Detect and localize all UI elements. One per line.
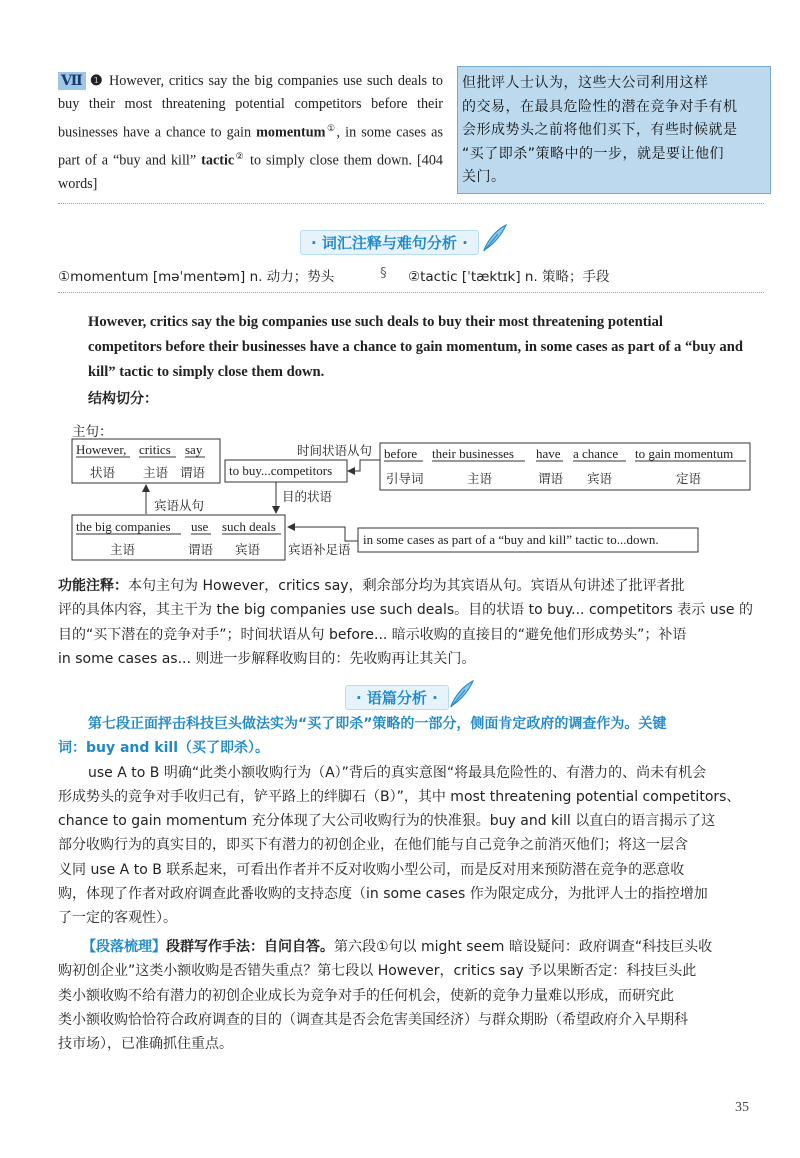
summary-bold: 段群写作手法：自问自答。: [166, 939, 334, 955]
discourse-line: 形成势头的竞争对手收归己有，铲平路上的绊脚石（B）”，其中 most threatening potential competitors、: [58, 788, 741, 805]
summary-line: 技市场），已准确抓住重点。: [58, 1036, 233, 1053]
passage-line: , in some cases as part of a “buy and kill”: [58, 124, 443, 169]
keyword-tactic: tactic: [201, 152, 235, 169]
time-clause-label: 时间状语从句: [297, 443, 373, 458]
summary-tag: 【段落梳理】: [82, 939, 166, 955]
paragraph-badge: Ⅶ: [58, 72, 86, 90]
note-line: 目的“买下潜在的竞争对手”；时间状语从句 before... 暗示收购的直接目的“避免他们形成势头”；补语: [58, 626, 687, 643]
discourse-line: chance to gain momentum 充分体现了大公司收购行为的快准狠。buy and kill 以直白的语言揭示了这: [58, 813, 716, 830]
section-title-vocab: · 词汇注释与难句分析 ·: [300, 230, 479, 255]
passage-line: However, critics say the big companies use: [109, 73, 363, 89]
vocab-tactic: ②tactic [ˈtæktɪk] n. 策略；手段: [408, 269, 610, 285]
word: a chance: [573, 446, 619, 461]
main-clause-label: 主句：: [72, 424, 113, 440]
discourse-line: 了一定的客观性）。: [58, 910, 177, 927]
discourse-line: 部分收购行为的真实目的，即买下有潜力的初创企业，在他们能与自己竞争之前消灭他们；将这一层含: [58, 837, 688, 854]
passage-line: such deals to buy their most threatening potential: [58, 73, 444, 113]
sentence-line: competitors before their businesses have a chance to gain momentum, in some cases as part of a “buy and: [88, 339, 743, 356]
role-label: 谓语: [538, 471, 564, 486]
divider: [58, 292, 764, 293]
translation-line: “买了即杀”策略中的一步，就是要让他们: [462, 145, 725, 162]
purpose-phrase: to buy...competitors: [229, 463, 333, 478]
function-note-label: 功能注释：: [58, 578, 128, 594]
sentence-line: However, critics say the big companies use such deals to buy their most threatening potential: [88, 314, 663, 330]
quill-icon: [478, 222, 510, 254]
role-label: 谓语: [180, 465, 206, 480]
discourse-heading: 词：buy and kill（买了即杀）。: [58, 740, 270, 757]
role-label: 引导词: [386, 471, 424, 486]
sentence-line: kill” tactic to simply close them down.: [88, 364, 325, 381]
discourse-heading: 第七段正面抨击科技巨头做法实为“买了即杀”策略的一部分，侧面肯定政府的调查作为。关键: [88, 716, 667, 732]
structure-label: 结构切分：: [88, 391, 158, 407]
word: critics: [139, 442, 171, 457]
section-title-discourse: · 语篇分析 ·: [345, 685, 449, 710]
translation-line: 的交易，在最具危险性的潜在竞争对手有机: [462, 98, 738, 115]
passage-line: to simply close them down. [404 words]: [58, 152, 444, 192]
discourse-analysis: [58, 712, 768, 931]
role-label: 状语: [90, 465, 116, 480]
discourse-line: 义同 use A to B 联系起来，可看出作者并不反对收购小型公司，而是反对用来预防潜在竞争的恶意收: [58, 861, 685, 878]
page-number: 35: [735, 1100, 749, 1115]
role-label: 谓语: [188, 542, 214, 557]
summary-line: 第六段①句以 might seem 暗设疑问：政府调查“科技巨头收: [334, 939, 713, 955]
discourse-line: use A to B 明确“此类小额收购行为（A）”背后的真实意图“将最具危险性的、有潜力的、尚未有机会: [88, 764, 707, 781]
complement-label: 宾语补足语: [288, 542, 351, 557]
sentence-number: ❶: [88, 73, 105, 89]
footnote-marker: ①: [325, 122, 337, 133]
quill-icon: [445, 678, 477, 710]
role-label: 宾语: [587, 471, 613, 486]
vocab-momentum: ①momentum [məˈmentəm] n. 动力；势头: [58, 269, 335, 285]
divider: [58, 203, 764, 204]
summary-line: 购初创企业”这类小额收购是否错失重点？第七段以 However，critics say 予以果断否定：科技巨头此: [58, 963, 697, 980]
translation-line: 关门。: [462, 169, 506, 185]
function-note: [58, 574, 768, 671]
purpose-label: 目的状语: [282, 489, 333, 504]
footnote-marker: ②: [234, 150, 246, 161]
role-label: 主语: [143, 465, 169, 480]
note-line: in some cases as... 则进一步解释收购目的：先收购再让其关门。: [58, 650, 476, 667]
word: However,: [76, 442, 127, 457]
passage-line: competitors before their businesses have a chance to gain: [58, 96, 443, 141]
summary-line: 类小额收购不给有潜力的初创企业成长为竞争对手的任何机会，使新的竞争力量难以形成，而研究此: [58, 987, 674, 1004]
word: to gain momentum: [635, 446, 734, 461]
word: before: [384, 446, 418, 461]
discourse-line: 购，体现了作者对政府调查此番收购的支持态度（in some cases 作为限定成分，为批评人士的指控增加: [58, 886, 708, 903]
note-line: 评的具体内容，其主干为 the big companies use such deals。目的状语 to buy... competitors 表示 use 的: [58, 602, 753, 619]
keyword-momentum: momentum: [256, 124, 326, 141]
summary-line: 类小额收购恰恰符合政府调查的目的（调查其是否会危害美国经济）与群众期盼（希望政府介入早期科: [58, 1011, 688, 1028]
complement-phrase: in some cases as part of a “buy and kill” tactic to...down.: [363, 532, 659, 547]
word: the big companies: [76, 519, 171, 534]
translation-line: 会形成势头之前将他们买下，有些时候就是: [462, 122, 738, 138]
passage-paragraph: [58, 70, 443, 196]
word: use: [191, 519, 209, 534]
word: say: [185, 442, 203, 457]
separator-icon: §: [380, 265, 387, 281]
object-clause-label: 宾语从句: [154, 498, 205, 513]
note-line: 本句主句为 However，critics say，剩余部分均为其宾语从句。宾语从句讲述了批评者批: [128, 578, 685, 594]
word: such deals: [222, 519, 276, 534]
translation-line: 但批评人士认为，这些大公司利用这样: [462, 75, 709, 91]
analyzed-sentence: [88, 310, 768, 386]
translation-text: [462, 72, 764, 190]
role-label: 宾语: [235, 542, 261, 557]
role-label: 主语: [110, 542, 136, 557]
role-label: 定语: [676, 471, 702, 486]
structure-diagram: [0, 430, 800, 570]
word: have: [536, 446, 561, 461]
paragraph-summary: [58, 935, 768, 1056]
word: their businesses: [432, 446, 514, 461]
role-label: 主语: [467, 471, 493, 486]
